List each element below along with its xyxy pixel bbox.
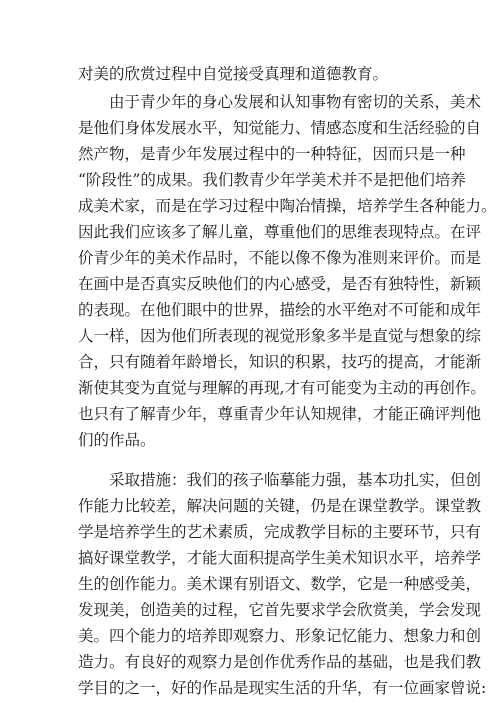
text-line: 对美的欣赏过程中自觉接受真理和道德教育。: [78, 65, 389, 83]
text-line: 们的作品。: [78, 431, 156, 449]
text-line: 发现美，创造美的过程，它首先要求学会欣赏美，学会发现: [78, 601, 482, 619]
text-line: 造力。有良好的观察力是创作优秀作品的基础，也是我们教: [78, 653, 482, 671]
text-line: 的表现。在他们眼中的世界，描绘的水平绝对不可能和成年: [78, 301, 482, 319]
text-line: 合，只有随着年龄增长，知识的积累，技巧的提高，才能渐: [78, 353, 482, 371]
text-line: 渐使其变为直觉与理解的再现,才有可能变为主动的再创作。: [78, 379, 486, 397]
text-line: 美。四个能力的培养即观察力、形象记忆能力、想象力和创: [78, 627, 482, 645]
text-line: 学目的之一，好的作品是现实生活的升华，有一位画家曾说:: [78, 679, 487, 697]
text-line: 人一样，因为他们所表现的视觉形象多半是直觉与想象的综: [78, 327, 482, 345]
text-line: 搞好课堂教学，才能大面积提高学生美术知识水平，培养学: [78, 549, 482, 567]
text-line: 在画中是否真实反映他们的内心感受，是否有独特性，新颖: [78, 275, 482, 293]
text-line: 作能力比较差，解决问题的关键，仍是在课堂教学。课堂教: [78, 497, 482, 515]
text-line: 是他们身体发展水平，知觉能力、情感态度和生活经验的自: [78, 119, 482, 137]
text-line: “阶段性”的成果。我们教青少年学美术并不是把他们培养: [78, 171, 466, 189]
text-line: 成美术家，而是在学习过程中陶冶情操，培养学生各种能力。: [78, 197, 497, 215]
text-line: 由于青少年的身心发展和认知事物有密切的关系，美术: [109, 93, 482, 111]
text-line: 也只有了解青少年，尊重青少年认知规律，才能正确评判他: [78, 405, 482, 423]
text-line: 然产物，是青少年发展过程中的一种特征，因而只是一种: [78, 145, 466, 163]
text-line: 因此我们应该多了解儿童，尊重他们的思维表现特点。在评: [78, 223, 482, 241]
text-line: 学是培养学生的艺术素质，完成教学目标的主要环节，只有: [78, 523, 482, 541]
text-line: 采取措施：我们的孩子临摹能力强，基本功扎实，但创: [109, 471, 482, 489]
text-line: 价青少年的美术作品时，不能以像不像为准则来评价。而是: [78, 249, 482, 267]
text-line: 生的创作能力。美术课有别语文、数学，它是一种感受美，: [78, 575, 482, 593]
